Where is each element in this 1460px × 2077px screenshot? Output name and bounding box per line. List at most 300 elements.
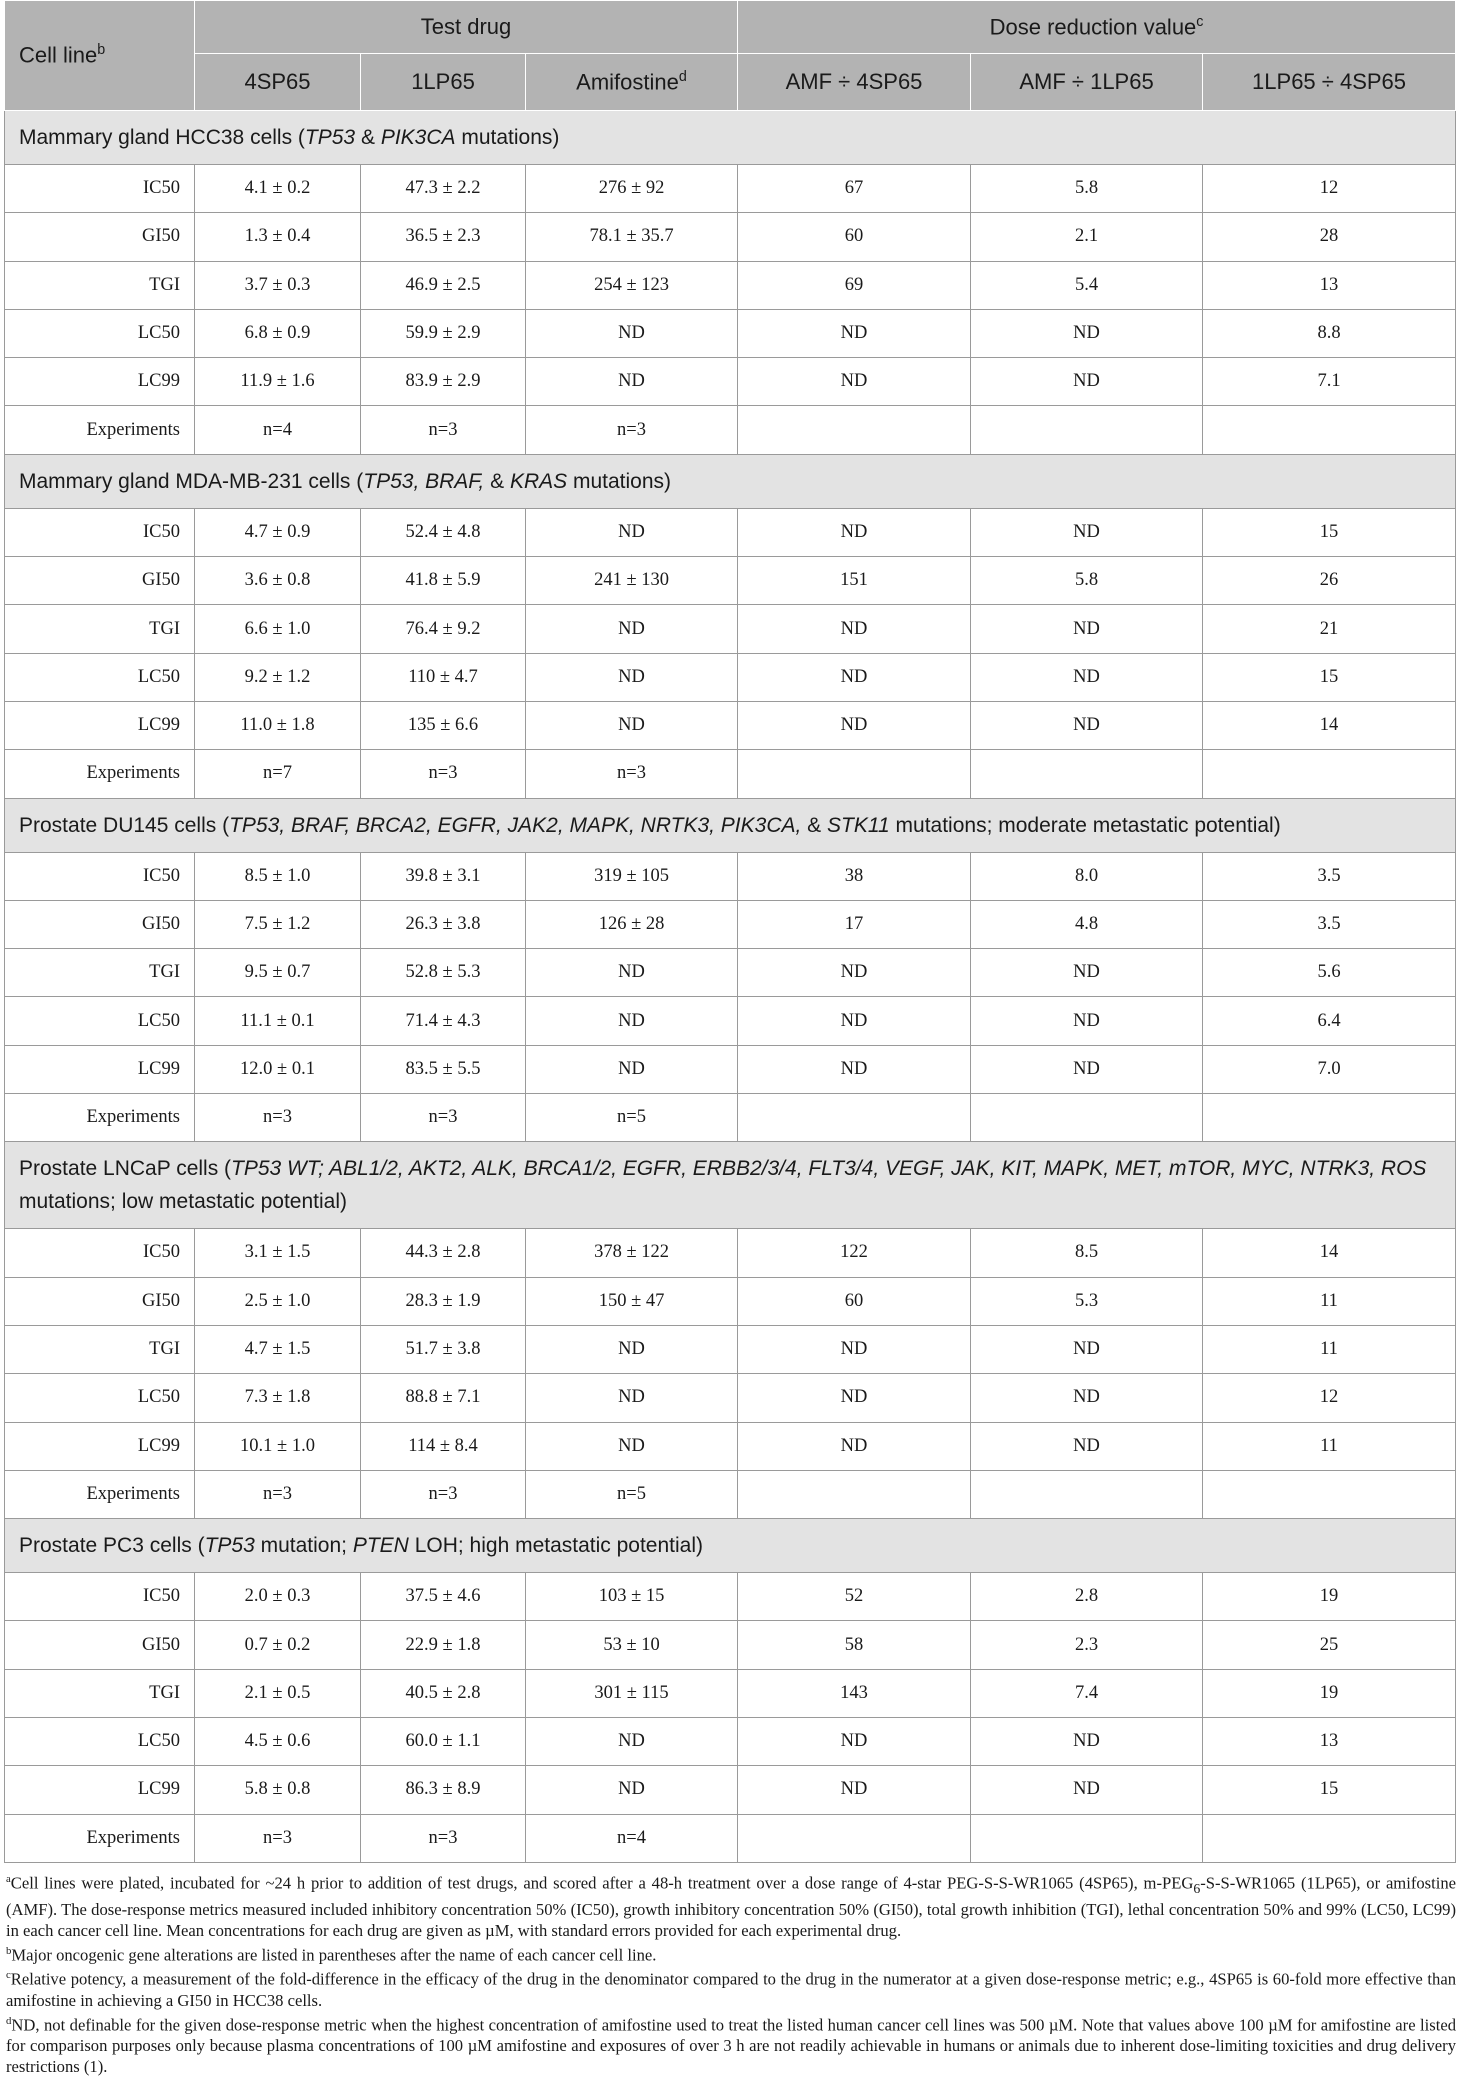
group-title-part: TP53 (204, 1534, 255, 1558)
cell-1lp65: 44.3 ± 2.8 (361, 1229, 526, 1277)
table-row (5, 508, 1456, 556)
group-header-row (5, 798, 1456, 852)
cell-amf-1lp65 (971, 750, 1203, 798)
cell-1lp65-4sp65: 19 (1203, 1573, 1456, 1621)
footnote-marker: b (6, 1944, 12, 1957)
group-title-part: Prostate PC3 cells ( (19, 1534, 205, 1558)
cell-1lp65: 39.8 ± 3.1 (361, 852, 526, 900)
cell-amf-1lp65: 2.3 (971, 1621, 1203, 1669)
cell-1lp65: n=3 (361, 1094, 526, 1142)
cell-amf-1lp65: 5.8 (971, 165, 1203, 213)
cell-amf-1lp65: ND (971, 358, 1203, 406)
group-title-part: Prostate DU145 cells ( (19, 813, 230, 837)
cell-1lp65-4sp65: 11 (1203, 1325, 1456, 1373)
cell-amifostine: ND (526, 508, 738, 556)
cell-amf-1lp65: ND (971, 949, 1203, 997)
cell-metric: TGI (5, 949, 195, 997)
cell-metric: LC99 (5, 1045, 195, 1093)
cell-amf-4sp65: 58 (738, 1621, 971, 1669)
cell-1lp65-4sp65: 12 (1203, 165, 1456, 213)
cell-amifostine: ND (526, 1045, 738, 1093)
table-row (5, 213, 1456, 261)
cell-1lp65: 47.3 ± 2.2 (361, 165, 526, 213)
group-title (5, 1519, 1456, 1573)
cell-4sp65: 9.5 ± 0.7 (195, 949, 361, 997)
table-row (5, 1766, 1456, 1814)
cell-amf-4sp65: 69 (738, 261, 971, 309)
cell-amf-4sp65: ND (738, 605, 971, 653)
table-row (5, 852, 1456, 900)
table-row (5, 1669, 1456, 1717)
cell-amifostine: ND (526, 605, 738, 653)
cell-amf-4sp65 (738, 750, 971, 798)
cell-amf-1lp65: ND (971, 508, 1203, 556)
cell-1lp65-4sp65: 21 (1203, 605, 1456, 653)
cell-4sp65: 7.5 ± 1.2 (195, 900, 361, 948)
cell-4sp65: 3.6 ± 0.8 (195, 557, 361, 605)
group-title-part: TP53 WT; ABL1/2, AKT2, ALK, BRCA1/2, EGFR, ERBB2/3/4, FLT3/4, VEGF, JAK, KIT, MAPK, MET, mTOR, MYC, NTRK3, ROS (231, 1157, 1427, 1181)
cell-amifostine: n=5 (526, 1470, 738, 1518)
cell-4sp65: 12.0 ± 0.1 (195, 1045, 361, 1093)
cell-1lp65-4sp65: 8.8 (1203, 309, 1456, 357)
cell-1lp65-4sp65: 14 (1203, 701, 1456, 749)
cell-amf-4sp65: ND (738, 508, 971, 556)
footnote-text: Cell lines were plated, incubated for ~24 h prior to addition of test drugs, and scored after a 48-h treatment over a dose range of 4-star PEG-S-S-WR1065 (4SP65), m-PEG (10, 1873, 1194, 1893)
cell-metric: GI50 (5, 557, 195, 605)
cell-1lp65: 41.8 ± 5.9 (361, 557, 526, 605)
cell-4sp65: 3.7 ± 0.3 (195, 261, 361, 309)
cell-1lp65-4sp65: 3.5 (1203, 900, 1456, 948)
table-row (5, 1470, 1456, 1518)
cell-amf-4sp65 (738, 1814, 971, 1862)
header-col-amifostine: Amifostine$^d$ (526, 54, 738, 111)
cell-1lp65: 52.8 ± 5.3 (361, 949, 526, 997)
table-row (5, 900, 1456, 948)
cell-4sp65: 2.0 ± 0.3 (195, 1573, 361, 1621)
cell-amifostine: ND (526, 358, 738, 406)
cell-amf-4sp65: 67 (738, 165, 971, 213)
cell-4sp65: 4.1 ± 0.2 (195, 165, 361, 213)
table-row (5, 1277, 1456, 1325)
cell-4sp65: 6.6 ± 1.0 (195, 605, 361, 653)
cell-amf-1lp65: ND (971, 1718, 1203, 1766)
cell-amf-4sp65: ND (738, 997, 971, 1045)
cell-amf-4sp65: 60 (738, 213, 971, 261)
cell-1lp65: 51.7 ± 3.8 (361, 1325, 526, 1373)
group-title-part: mutation; (254, 1534, 353, 1558)
data-table (4, 0, 1456, 1863)
cell-1lp65-4sp65: 26 (1203, 557, 1456, 605)
cell-1lp65: n=3 (361, 1814, 526, 1862)
cell-amf-1lp65: ND (971, 1374, 1203, 1422)
cell-amf-4sp65: ND (738, 701, 971, 749)
cell-amf-4sp65: 143 (738, 1669, 971, 1717)
cell-1lp65: 86.3 ± 8.9 (361, 1766, 526, 1814)
cell-4sp65: 0.7 ± 0.2 (195, 1621, 361, 1669)
cell-amifostine: ND (526, 1422, 738, 1470)
cell-amf-4sp65: 17 (738, 900, 971, 948)
cell-amf-1lp65: 5.8 (971, 557, 1203, 605)
cell-amf-1lp65: 7.4 (971, 1669, 1203, 1717)
group-header-row (5, 454, 1456, 508)
cell-4sp65: 11.9 ± 1.6 (195, 358, 361, 406)
cell-4sp65: 9.2 ± 1.2 (195, 653, 361, 701)
table-row (5, 1573, 1456, 1621)
table-row (5, 165, 1456, 213)
cell-amifostine: ND (526, 997, 738, 1045)
cell-amifostine: ND (526, 653, 738, 701)
cell-4sp65: n=3 (195, 1814, 361, 1862)
header-test-drug: Test drug (195, 1, 738, 54)
group-title (5, 798, 1456, 852)
table-row (5, 406, 1456, 454)
table-row (5, 1374, 1456, 1422)
cell-amf-1lp65: ND (971, 1045, 1203, 1093)
cell-amifostine: 254 ± 123 (526, 261, 738, 309)
cell-amf-1lp65: 8.0 (971, 852, 1203, 900)
table-row (5, 557, 1456, 605)
cell-amf-1lp65 (971, 1094, 1203, 1142)
cell-metric: LC50 (5, 309, 195, 357)
cell-amf-4sp65: ND (738, 309, 971, 357)
group-title (5, 111, 1456, 165)
cell-amf-4sp65: 122 (738, 1229, 971, 1277)
group-header-row (5, 1142, 1456, 1229)
cell-1lp65-4sp65: 15 (1203, 653, 1456, 701)
cell-1lp65: n=3 (361, 406, 526, 454)
group-header-row (5, 1519, 1456, 1573)
cell-1lp65: 135 ± 6.6 (361, 701, 526, 749)
cell-amifostine: ND (526, 949, 738, 997)
cell-1lp65: 37.5 ± 4.6 (361, 1573, 526, 1621)
footnote-a (6, 1869, 1456, 1941)
cell-1lp65-4sp65: 25 (1203, 1621, 1456, 1669)
table-header (5, 1, 1456, 111)
cell-metric: GI50 (5, 900, 195, 948)
table-body (5, 111, 1456, 1863)
cell-amf-4sp65: ND (738, 653, 971, 701)
table-row (5, 358, 1456, 406)
cell-amifostine: 301 ± 115 (526, 1669, 738, 1717)
cell-amf-4sp65 (738, 1094, 971, 1142)
table-row (5, 1422, 1456, 1470)
footnote-marker: d (6, 2014, 12, 2027)
cell-amf-1lp65: 4.8 (971, 900, 1203, 948)
cell-1lp65: 83.9 ± 2.9 (361, 358, 526, 406)
group-title-part: & (355, 126, 381, 149)
cell-4sp65: 8.5 ± 1.0 (195, 852, 361, 900)
cell-4sp65: 2.1 ± 0.5 (195, 1669, 361, 1717)
group-title-part: Mammary gland MDA-MB-231 cells ( (19, 469, 364, 493)
cell-1lp65: 36.5 ± 2.3 (361, 213, 526, 261)
cell-4sp65: 5.8 ± 0.8 (195, 1766, 361, 1814)
cell-1lp65-4sp65: 12 (1203, 1374, 1456, 1422)
cell-1lp65: 46.9 ± 2.5 (361, 261, 526, 309)
cell-amf-1lp65: 5.3 (971, 1277, 1203, 1325)
cell-1lp65: 110 ± 4.7 (361, 653, 526, 701)
cell-1lp65: 83.5 ± 5.5 (361, 1045, 526, 1093)
cell-amifostine: ND (526, 309, 738, 357)
cell-amf-4sp65: ND (738, 949, 971, 997)
cell-amf-4sp65: 38 (738, 852, 971, 900)
cell-amf-4sp65: ND (738, 1045, 971, 1093)
cell-1lp65: 52.4 ± 4.8 (361, 508, 526, 556)
cell-amf-1lp65 (971, 1814, 1203, 1862)
cell-amf-4sp65: ND (738, 1766, 971, 1814)
cell-4sp65: 4.7 ± 1.5 (195, 1325, 361, 1373)
cell-amf-4sp65 (738, 406, 971, 454)
cell-1lp65-4sp65 (1203, 1814, 1456, 1862)
cell-metric: LC50 (5, 997, 195, 1045)
cell-1lp65-4sp65: 15 (1203, 1766, 1456, 1814)
cell-amf-1lp65: ND (971, 605, 1203, 653)
cell-metric: TGI (5, 261, 195, 309)
cell-metric: Experiments (5, 1470, 195, 1518)
cell-amf-4sp65: 151 (738, 557, 971, 605)
group-title-part: PTEN (352, 1534, 409, 1558)
cell-1lp65: 76.4 ± 9.2 (361, 605, 526, 653)
table-row (5, 653, 1456, 701)
cell-metric: TGI (5, 605, 195, 653)
header-dose-reduction: Dose reduction value$^c$ (738, 1, 1456, 54)
cell-metric: Experiments (5, 406, 195, 454)
table-row (5, 1325, 1456, 1373)
cell-amifostine: 241 ± 130 (526, 557, 738, 605)
cell-4sp65: n=3 (195, 1470, 361, 1518)
table-row (5, 701, 1456, 749)
cell-amifostine: 276 ± 92 (526, 165, 738, 213)
cell-1lp65: n=3 (361, 750, 526, 798)
group-title-part: STK11 (827, 813, 890, 837)
footnote-text: Major oncogenic gene alterations are listed in parentheses after the name of each cancer cell line. (11, 1945, 657, 1965)
cell-1lp65: n=3 (361, 1470, 526, 1518)
cell-metric: GI50 (5, 213, 195, 261)
footnote-text: Relative potency, a measurement of the fold-difference in the efficacy of the drug in the denominator compared to the drug in the numerator at a given dose-response metric; e.g., 4SP65 is 60-fold more effective than amifostine in achieving a GI50 in HCC38 cells. (6, 1969, 1456, 2010)
footnote-text: ND, not definable for the given dose-response metric when the highest concentration of amifostine used to treat the listed human cancer cell lines was 500 µM. Note that values above 100 µM for amifostine are listed for comparison purposes only because plasma concentrations of 100 µM amifostine and exposures of over 3 h are not readily achievable in humans or animals due to inherent dose-limiting toxicities and drug delivery restrictions (1). (6, 2015, 1456, 2077)
footnote-c (6, 1965, 1456, 2011)
cell-amf-1lp65: ND (971, 701, 1203, 749)
cell-1lp65: 114 ± 8.4 (361, 1422, 526, 1470)
cell-metric: IC50 (5, 1229, 195, 1277)
header-col-4sp65: 4SP65 (195, 54, 361, 111)
group-title-part: mutations) (455, 126, 560, 149)
group-title-part: mutations; low metastatic potential) (19, 1190, 347, 1214)
cell-1lp65-4sp65 (1203, 1094, 1456, 1142)
footnote-d (6, 2011, 1456, 2077)
table-row (5, 949, 1456, 997)
cell-amf-4sp65: 52 (738, 1573, 971, 1621)
cell-amifostine: n=5 (526, 1094, 738, 1142)
cell-1lp65: 28.3 ± 1.9 (361, 1277, 526, 1325)
cell-1lp65-4sp65: 19 (1203, 1669, 1456, 1717)
cell-amf-4sp65: ND (738, 1422, 971, 1470)
cell-1lp65: 26.3 ± 3.8 (361, 900, 526, 948)
group-title-part: PIK3CA (380, 126, 456, 149)
cell-1lp65: 22.9 ± 1.8 (361, 1621, 526, 1669)
group-title-part: TP53 (304, 126, 356, 149)
cell-metric: LC99 (5, 358, 195, 406)
cell-metric: LC50 (5, 653, 195, 701)
cell-metric: TGI (5, 1669, 195, 1717)
header-col-1lp65: 1LP65 (361, 54, 526, 111)
cell-metric: GI50 (5, 1621, 195, 1669)
cell-amifostine: 78.1 ± 35.7 (526, 213, 738, 261)
cell-1lp65-4sp65: 14 (1203, 1229, 1456, 1277)
cell-metric: IC50 (5, 508, 195, 556)
cell-4sp65: n=3 (195, 1094, 361, 1142)
cell-amf-4sp65: ND (738, 1718, 971, 1766)
group-title-part: & (484, 469, 510, 493)
cell-4sp65: 4.5 ± 0.6 (195, 1718, 361, 1766)
table-row (5, 1621, 1456, 1669)
table-row (5, 1045, 1456, 1093)
group-header-row (5, 111, 1456, 165)
cell-amifostine: 53 ± 10 (526, 1621, 738, 1669)
cell-amf-1lp65 (971, 1470, 1203, 1518)
cell-amifostine: 319 ± 105 (526, 852, 738, 900)
footnotes (6, 1869, 1456, 2077)
header-cell-line: Cell line$^b$ (5, 1, 195, 111)
group-title-part: Mammary gland HCC38 cells ( (19, 126, 305, 149)
cell-1lp65-4sp65: 11 (1203, 1422, 1456, 1470)
table-row (5, 750, 1456, 798)
cell-metric: Experiments (5, 750, 195, 798)
group-title-part: & (801, 813, 828, 837)
cell-metric: GI50 (5, 1277, 195, 1325)
cell-metric: Experiments (5, 1814, 195, 1862)
footnote-marker: c (6, 1969, 11, 1982)
cell-1lp65: 59.9 ± 2.9 (361, 309, 526, 357)
cell-metric: Experiments (5, 1094, 195, 1142)
cell-amf-1lp65: ND (971, 1422, 1203, 1470)
cell-amf-1lp65: 5.4 (971, 261, 1203, 309)
cell-1lp65-4sp65: 28 (1203, 213, 1456, 261)
header-col-amf-1lp65: AMF ÷ 1LP65 (971, 54, 1203, 111)
cell-4sp65: 3.1 ± 1.5 (195, 1229, 361, 1277)
cell-amf-4sp65: ND (738, 1325, 971, 1373)
footnote-text: -S-S-WR1065 (1LP65), or amifostine (AMF). The dose-response metrics measured included inhibitory concentration 50% (IC50), growth inhibitory concentration 50% (GI50), total growth inhibition (TGI), lethal concentration 50% and 99% (LC50, LC99) in each cancer cell line. Mean concentrations for each drug are given as µM, with standard errors provided for each experimental drug. (6, 1873, 1456, 1940)
cell-amifostine: 103 ± 15 (526, 1573, 738, 1621)
group-title-part: LOH; high metastatic potential) (408, 1534, 704, 1558)
table-row (5, 997, 1456, 1045)
cell-metric: LC50 (5, 1374, 195, 1422)
cell-amf-1lp65: 8.5 (971, 1229, 1203, 1277)
cell-metric: IC50 (5, 1573, 195, 1621)
table-row (5, 309, 1456, 357)
cell-4sp65: 10.1 ± 1.0 (195, 1422, 361, 1470)
cell-1lp65: 88.8 ± 7.1 (361, 1374, 526, 1422)
cell-1lp65-4sp65: 6.4 (1203, 997, 1456, 1045)
cell-amifostine: 378 ± 122 (526, 1229, 738, 1277)
cell-1lp65-4sp65: 15 (1203, 508, 1456, 556)
cell-1lp65: 60.0 ± 1.1 (361, 1718, 526, 1766)
cell-amifostine: ND (526, 1325, 738, 1373)
cell-amf-1lp65: ND (971, 309, 1203, 357)
cell-amf-4sp65: ND (738, 1374, 971, 1422)
table-row (5, 261, 1456, 309)
cell-metric: LC99 (5, 701, 195, 749)
cell-1lp65-4sp65 (1203, 1470, 1456, 1518)
cell-metric: TGI (5, 1325, 195, 1373)
cell-amf-1lp65: ND (971, 1325, 1203, 1373)
cell-1lp65-4sp65 (1203, 750, 1456, 798)
cell-amf-1lp65: ND (971, 997, 1203, 1045)
cell-amifostine: n=4 (526, 1814, 738, 1862)
group-title-part: TP53, BRAF, (363, 469, 485, 493)
group-title-part: KRAS (509, 469, 568, 493)
cell-metric: LC50 (5, 1718, 195, 1766)
cell-4sp65: n=4 (195, 406, 361, 454)
cell-amf-1lp65: ND (971, 653, 1203, 701)
table-row (5, 1094, 1456, 1142)
footnote-b (6, 1941, 1456, 1966)
cell-amf-4sp65: ND (738, 358, 971, 406)
cell-1lp65-4sp65: 5.6 (1203, 949, 1456, 997)
table-row (5, 605, 1456, 653)
cell-amf-4sp65 (738, 1470, 971, 1518)
cell-amifostine: ND (526, 1718, 738, 1766)
cell-4sp65: 6.8 ± 0.9 (195, 309, 361, 357)
cell-amf-1lp65: 2.1 (971, 213, 1203, 261)
cell-1lp65-4sp65: 13 (1203, 261, 1456, 309)
cell-4sp65: 7.3 ± 1.8 (195, 1374, 361, 1422)
cell-4sp65: n=7 (195, 750, 361, 798)
cell-amifostine: ND (526, 1766, 738, 1814)
cell-4sp65: 4.7 ± 0.9 (195, 508, 361, 556)
cell-1lp65-4sp65 (1203, 406, 1456, 454)
cell-metric: IC50 (5, 165, 195, 213)
cell-1lp65: 71.4 ± 4.3 (361, 997, 526, 1045)
cell-amf-1lp65 (971, 406, 1203, 454)
table-row (5, 1718, 1456, 1766)
cell-1lp65-4sp65: 11 (1203, 1277, 1456, 1325)
cell-amifostine: ND (526, 701, 738, 749)
cell-amifostine: 150 ± 47 (526, 1277, 738, 1325)
footnote-text: 6 (1193, 1880, 1201, 1896)
cell-4sp65: 11.0 ± 1.8 (195, 701, 361, 749)
cell-amf-1lp65: ND (971, 1766, 1203, 1814)
header-col-amf-4sp65: AMF ÷ 4SP65 (738, 54, 971, 111)
group-title-part: TP53, BRAF, BRCA2, EGFR, JAK2, MAPK, NRTK3, PIK3CA, (229, 813, 802, 837)
cell-4sp65: 1.3 ± 0.4 (195, 213, 361, 261)
cell-1lp65-4sp65: 13 (1203, 1718, 1456, 1766)
cell-amifostine: 126 ± 28 (526, 900, 738, 948)
cell-4sp65: 2.5 ± 1.0 (195, 1277, 361, 1325)
cell-amifostine: n=3 (526, 750, 738, 798)
group-title (5, 454, 1456, 508)
cell-metric: IC50 (5, 852, 195, 900)
group-title-part: mutations) (567, 469, 671, 493)
cell-1lp65-4sp65: 7.1 (1203, 358, 1456, 406)
cell-metric: LC99 (5, 1422, 195, 1470)
cell-4sp65: 11.1 ± 0.1 (195, 997, 361, 1045)
cell-amifostine: ND (526, 1374, 738, 1422)
cell-1lp65-4sp65: 3.5 (1203, 852, 1456, 900)
table-row (5, 1229, 1456, 1277)
group-title-part: mutations; moderate metastatic potential) (889, 813, 1281, 837)
group-title-part: Prostate LNCaP cells ( (19, 1157, 232, 1181)
footnote-marker: a (6, 1872, 11, 1885)
cell-1lp65-4sp65: 7.0 (1203, 1045, 1456, 1093)
cell-amifostine: n=3 (526, 406, 738, 454)
cell-1lp65: 40.5 ± 2.8 (361, 1669, 526, 1717)
cell-amf-4sp65: 60 (738, 1277, 971, 1325)
cell-amf-1lp65: 2.8 (971, 1573, 1203, 1621)
cell-metric: LC99 (5, 1766, 195, 1814)
table-row (5, 1814, 1456, 1862)
header-col-1lp65-4sp65: 1LP65 ÷ 4SP65 (1203, 54, 1456, 111)
group-title (5, 1142, 1456, 1229)
